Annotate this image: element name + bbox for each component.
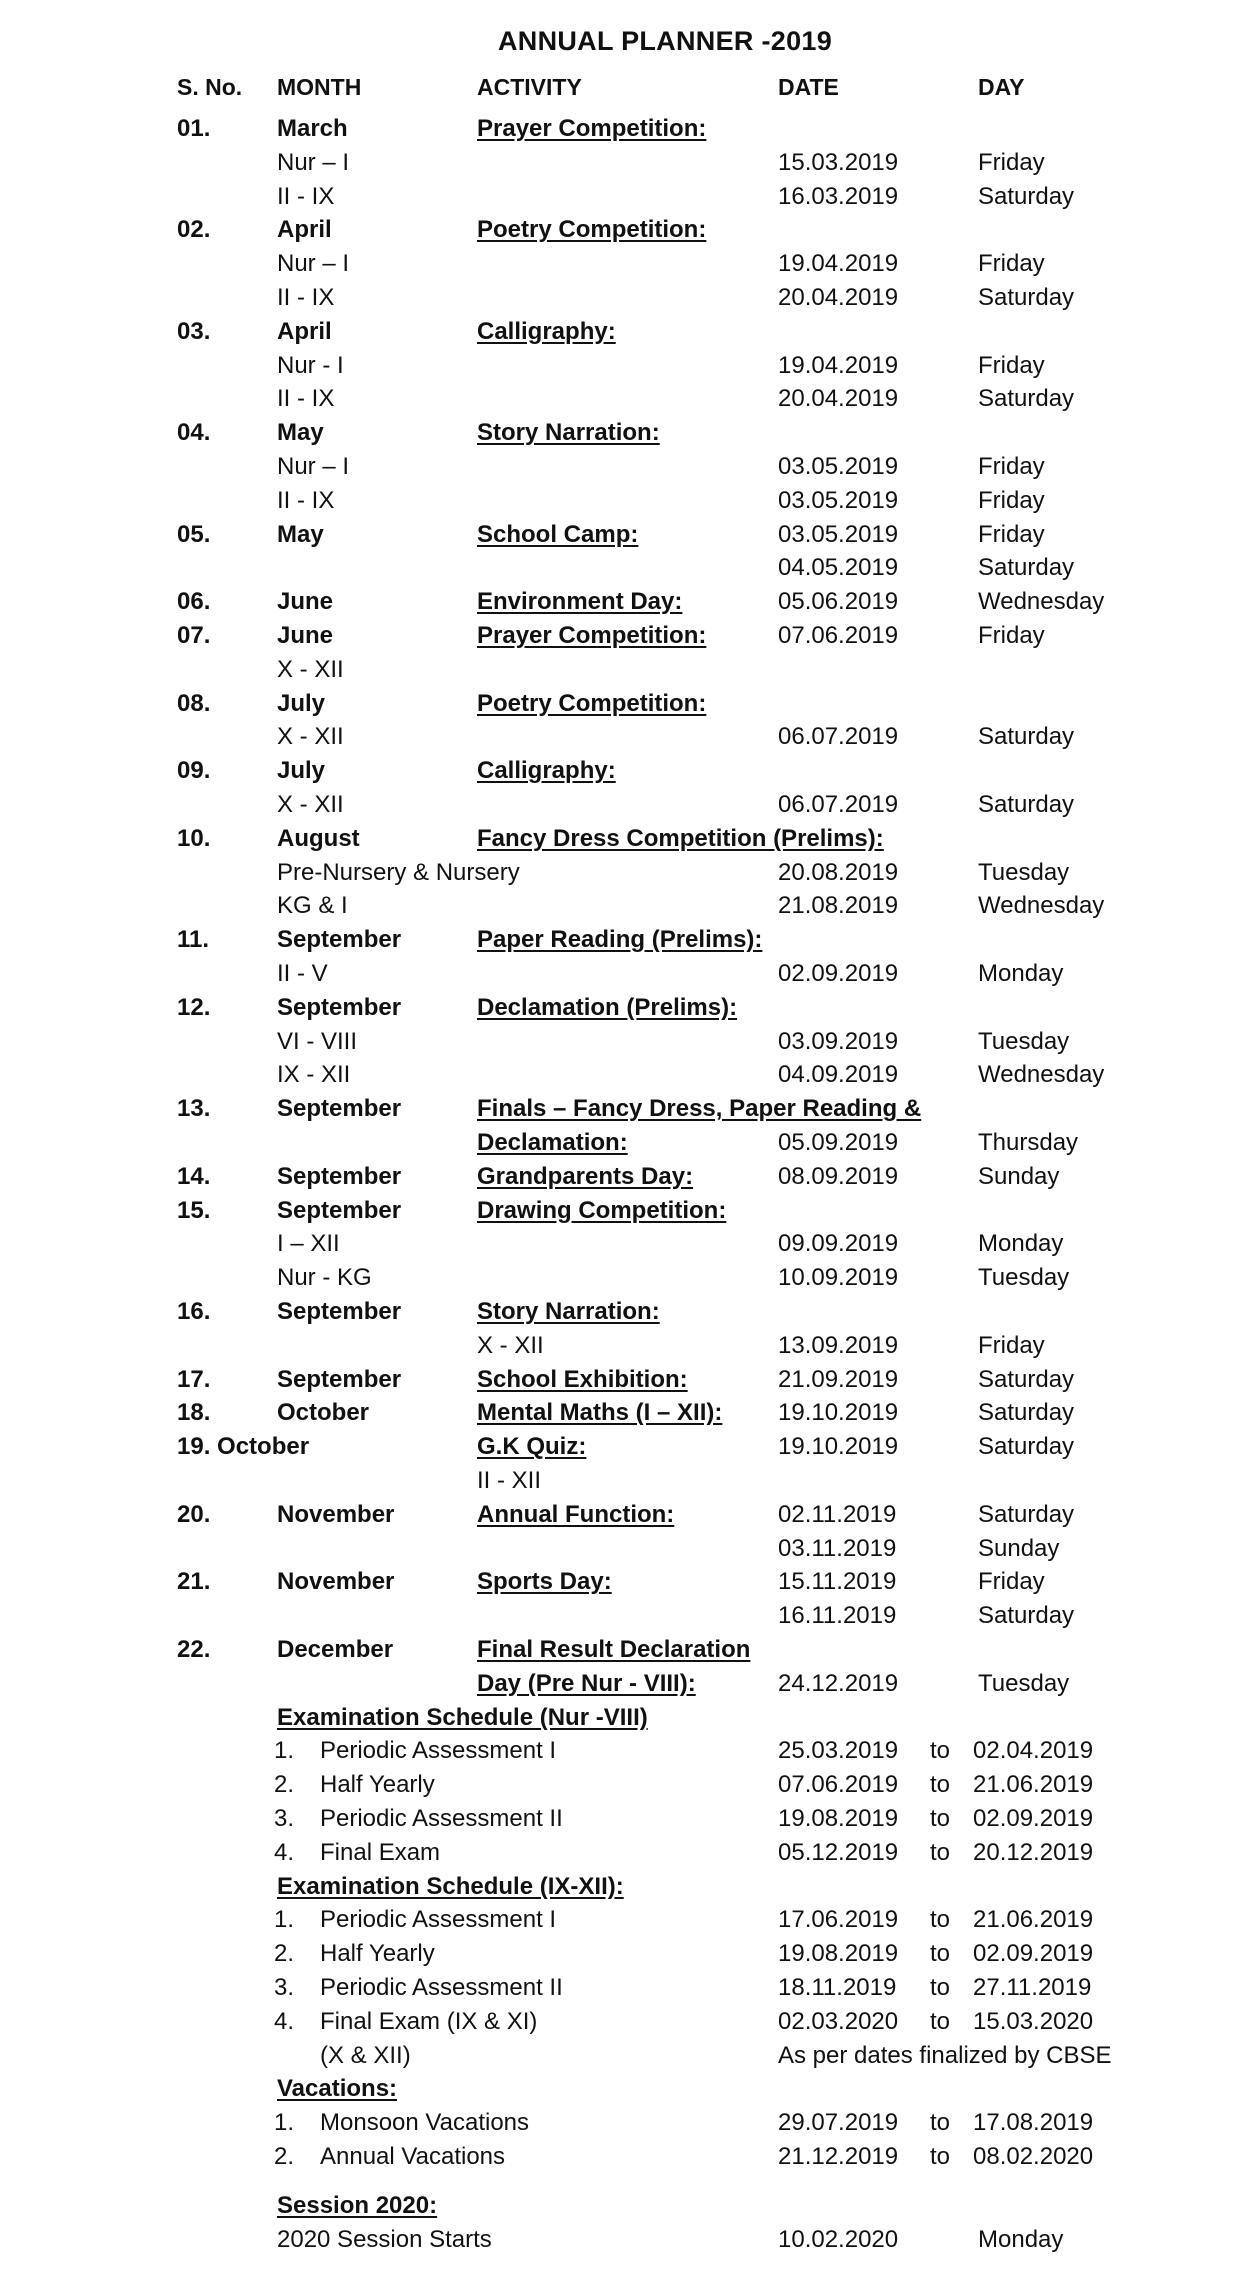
serial-number: 12. — [177, 993, 211, 1021]
date-cell: 16.11.2019 — [778, 1602, 897, 1630]
end-date: 02.09.2019 — [973, 1805, 1094, 1832]
day-cell: Tuesday — [978, 1264, 1070, 1292]
item-name: Periodic Assessment I — [320, 1906, 557, 1934]
to-label: to — [930, 1940, 951, 1968]
planner-row — [0, 1498, 1240, 1532]
date-cell: 19.10.2019 — [778, 1433, 899, 1461]
serial-number: 19. October — [177, 1433, 310, 1461]
date-cell: 09.09.2019 — [778, 1230, 899, 1258]
start-date: 17.06.2019 — [778, 1906, 899, 1934]
item-number: 1. — [273, 1906, 294, 1934]
month-cell: May — [277, 520, 324, 548]
activity-cell: Grandparents Day: — [477, 1162, 694, 1190]
planner-row — [0, 315, 1240, 349]
date-cell: 19.10.2019 — [778, 1399, 899, 1427]
month-cell: September — [277, 1196, 402, 1224]
day-cell: Saturday — [978, 1365, 1075, 1393]
day-cell: Sunday — [978, 1162, 1060, 1190]
planner-row — [0, 1396, 1240, 1430]
activity-cell: Poetry Competition: — [477, 689, 707, 717]
start-date: 19.08.2019 — [778, 1940, 899, 1968]
serial-number: 02. — [177, 216, 211, 244]
month-cell: II - V — [277, 960, 328, 987]
planner-row — [0, 1565, 1240, 1599]
page-title: ANNUAL PLANNER -2019 — [497, 26, 833, 56]
vacations-title — [0, 2072, 1240, 2106]
planner-row — [0, 1667, 1240, 1701]
item-number: 3. — [273, 1974, 294, 2001]
date-cell: 15.11.2019 — [778, 1568, 897, 1596]
activity-cell: Story Narration: — [477, 419, 660, 447]
activity-cell: Prayer Competition: — [477, 115, 707, 142]
month-cell: VI - VIII — [277, 1027, 358, 1055]
serial-number: 18. — [177, 1399, 211, 1427]
planner-row — [0, 1599, 1240, 1633]
header-day: DAY — [978, 74, 1025, 100]
to-label: to — [930, 1838, 951, 1866]
month-cell: August — [277, 824, 360, 852]
activity-cell: Declamation: — [477, 1129, 628, 1156]
planner-row — [0, 1329, 1240, 1363]
month-cell: I – XII — [277, 1230, 340, 1258]
planner-row — [0, 822, 1240, 856]
date-cell: 19.04.2019 — [778, 351, 899, 379]
day-cell: Saturday — [978, 554, 1075, 582]
month-cell: X - XII — [277, 723, 344, 751]
planner-row — [0, 1126, 1240, 1160]
day-cell: Friday — [978, 622, 1045, 649]
month-cell: December — [277, 1636, 394, 1663]
planner-row — [0, 382, 1240, 416]
month-cell: September — [277, 993, 402, 1021]
schedule-row — [0, 1971, 1240, 2005]
session-row — [0, 2223, 1240, 2257]
activity-cell: Prayer Competition: — [477, 622, 707, 649]
date-cell: 20.04.2019 — [778, 284, 899, 311]
day-cell: Friday — [978, 351, 1045, 379]
activity-cell: Day (Pre Nur - VIII): — [477, 1669, 696, 1697]
month-cell: KG & I — [277, 892, 348, 920]
section-title: Session 2020: — [277, 2192, 438, 2219]
start-date: 02.03.2020 — [778, 2007, 899, 2035]
planner-row — [0, 720, 1240, 754]
activity-cell: Annual Function: — [477, 1500, 675, 1528]
serial-number: 14. — [177, 1162, 211, 1190]
month-cell: September — [277, 1162, 402, 1190]
month-cell: June — [277, 622, 334, 649]
serial-number: 07. — [177, 622, 211, 649]
schedule-row — [0, 1836, 1240, 1870]
date-cell: 04.05.2019 — [778, 554, 899, 582]
day-cell: Thursday — [978, 1129, 1079, 1156]
day-cell: Wednesday — [978, 892, 1105, 920]
planner-row — [0, 754, 1240, 788]
item-number: 2. — [273, 1771, 294, 1799]
item-number: 4. — [273, 2007, 294, 2035]
day-cell: Saturday — [978, 1399, 1075, 1427]
day-cell: Friday — [978, 1568, 1045, 1596]
day-cell: Tuesday — [978, 1669, 1070, 1697]
item-name: Annual Vacations — [320, 2143, 506, 2170]
date-cell: 06.07.2019 — [778, 723, 899, 751]
day-cell: Saturday — [978, 182, 1075, 210]
item-name: Periodic Assessment II — [320, 1974, 563, 2001]
day-cell: Saturday — [978, 385, 1075, 413]
date-cell: 19.04.2019 — [778, 250, 899, 278]
month-cell: Pre-Nursery & Nursery — [277, 858, 520, 886]
schedule-row — [0, 2005, 1240, 2039]
day-cell: Monday — [978, 960, 1064, 987]
month-cell: X - XII — [277, 791, 344, 818]
serial-number: 13. — [177, 1095, 211, 1123]
planner-row — [0, 788, 1240, 822]
activity-cell: School Exhibition: — [477, 1365, 688, 1393]
day-cell: Friday — [978, 520, 1045, 548]
item-number: 2. — [273, 2143, 294, 2170]
day-cell: Friday — [978, 250, 1045, 278]
date-cell: 21.08.2019 — [778, 892, 899, 920]
date-cell: 10.09.2019 — [778, 1264, 899, 1292]
planner-row — [0, 889, 1240, 923]
month-cell: July — [277, 757, 326, 785]
date-cell: 03.09.2019 — [778, 1027, 899, 1055]
planner-row — [0, 1194, 1240, 1228]
schedule-row — [0, 1734, 1240, 1768]
day-cell: Saturday — [978, 1433, 1075, 1461]
end-date: 17.08.2019 — [973, 2109, 1094, 2137]
planner-row — [0, 551, 1240, 585]
date-cell: 20.04.2019 — [778, 385, 899, 413]
day-cell: Friday — [978, 486, 1045, 514]
date-cell: 03.05.2019 — [778, 453, 899, 480]
date-cell: 20.08.2019 — [778, 858, 899, 886]
session-title-row — [0, 2189, 1240, 2223]
serial-number: 11. — [177, 926, 210, 954]
month-cell: Nur - I — [277, 351, 344, 379]
session-day: Monday — [978, 2225, 1064, 2253]
planner-row — [0, 856, 1240, 890]
date-cell: 03.05.2019 — [778, 486, 899, 514]
end-date: 20.12.2019 — [973, 1838, 1094, 1866]
month-cell: Nur – I — [277, 250, 350, 278]
header-month: MONTH — [277, 74, 362, 100]
date-cell: 04.09.2019 — [778, 1061, 899, 1089]
activity-class-cell: II - XII — [477, 1467, 542, 1494]
planner-row — [0, 1430, 1240, 1464]
planner-row — [0, 416, 1240, 450]
planner-row — [0, 450, 1240, 484]
end-date: 08.02.2020 — [973, 2143, 1094, 2170]
activity-cell: Paper Reading (Prelims): — [477, 926, 763, 954]
month-cell: May — [277, 419, 324, 447]
day-cell: Saturday — [978, 791, 1075, 818]
end-date: 21.06.2019 — [973, 1771, 1094, 1799]
to-label: to — [930, 2109, 951, 2137]
item-number: 1. — [273, 1737, 294, 1765]
activity-cell: Fancy Dress Competition (Prelims): — [477, 824, 884, 852]
planner-row — [0, 1227, 1240, 1261]
date-cell: 03.11.2019 — [778, 1534, 897, 1562]
start-date: 07.06.2019 — [778, 1771, 899, 1799]
planner-row — [0, 957, 1240, 991]
date-cell: 05.09.2019 — [778, 1129, 899, 1156]
date-cell: 02.09.2019 — [778, 960, 899, 987]
session-label: 2020 Session Starts — [277, 2225, 492, 2253]
activity-class-cell: X - XII — [477, 1331, 544, 1359]
month-cell: IX - XII — [277, 1061, 351, 1089]
cbse-note: As per dates finalized by CBSE — [778, 2041, 1112, 2069]
date-cell: 05.06.2019 — [778, 588, 899, 616]
day-cell: Monday — [978, 1230, 1064, 1258]
day-cell: Wednesday — [978, 588, 1105, 616]
planner-row — [0, 349, 1240, 383]
day-cell: Tuesday — [978, 858, 1070, 886]
planner-row — [0, 687, 1240, 721]
date-cell: 07.06.2019 — [778, 622, 899, 649]
serial-number: 03. — [177, 317, 211, 345]
item-name: (X & XII) — [320, 2041, 411, 2069]
section-title: Vacations: — [277, 2075, 398, 2103]
end-date: 02.04.2019 — [973, 1737, 1094, 1765]
day-cell: Friday — [978, 453, 1045, 480]
item-name: Periodic Assessment II — [320, 1805, 563, 1832]
month-cell: April — [277, 317, 332, 345]
to-label: to — [930, 1737, 951, 1765]
activity-cell: Drawing Competition: — [477, 1196, 727, 1224]
month-cell: September — [277, 1298, 402, 1325]
start-date: 19.08.2019 — [778, 1805, 899, 1832]
month-cell: September — [277, 1365, 402, 1393]
item-number: 3. — [273, 1805, 294, 1832]
planner-row — [0, 1295, 1240, 1329]
activity-cell: Story Narration: — [477, 1298, 660, 1325]
planner-row — [0, 213, 1240, 247]
serial-number: 16. — [177, 1298, 211, 1325]
serial-number: 05. — [177, 520, 211, 548]
month-cell: October — [277, 1399, 370, 1427]
serial-number: 01. — [177, 115, 211, 142]
start-date: 05.12.2019 — [778, 1838, 899, 1866]
item-number: 1. — [273, 2109, 294, 2137]
planner-row — [0, 653, 1240, 687]
to-label: to — [930, 2143, 951, 2170]
planner-row — [0, 991, 1240, 1025]
end-date: 21.06.2019 — [973, 1906, 1094, 1934]
month-cell: June — [277, 588, 334, 616]
item-number: 4. — [273, 1838, 294, 1866]
serial-number: 06. — [177, 588, 211, 616]
to-label: to — [930, 1906, 951, 1934]
day-cell: Saturday — [978, 1602, 1075, 1630]
date-cell: 02.11.2019 — [778, 1500, 897, 1528]
planner-row — [0, 1633, 1240, 1667]
serial-number: 22. — [177, 1636, 211, 1663]
exam-schedule-ix-xii-title — [0, 1870, 1240, 1904]
planner-row — [0, 1160, 1240, 1194]
month-cell: March — [277, 115, 348, 142]
month-cell: September — [277, 1095, 402, 1123]
planner-row — [0, 112, 1240, 146]
end-date: 15.03.2020 — [973, 2007, 1094, 2035]
month-cell: Nur – I — [277, 148, 350, 176]
month-cell: November — [277, 1500, 395, 1528]
month-cell: X - XII — [277, 655, 344, 683]
day-cell: Friday — [978, 1331, 1045, 1359]
schedule-row — [0, 1903, 1240, 1937]
item-name: Final Exam (IX & XI) — [320, 2007, 538, 2035]
serial-number: 08. — [177, 689, 211, 717]
item-name: Half Yearly — [320, 1940, 435, 1968]
month-cell: II - IX — [277, 284, 335, 311]
activity-cell: Calligraphy: — [477, 317, 616, 345]
to-label: to — [930, 1974, 951, 2001]
activity-cell: Poetry Competition: — [477, 216, 707, 244]
to-label: to — [930, 2007, 951, 2035]
to-label: to — [930, 1771, 951, 1799]
session-date: 10.02.2020 — [778, 2225, 899, 2253]
planner-row — [0, 518, 1240, 552]
activity-cell: Calligraphy: — [477, 757, 616, 785]
month-cell: Nur – I — [277, 453, 350, 480]
day-cell: Wednesday — [978, 1061, 1105, 1089]
date-cell: 13.09.2019 — [778, 1331, 899, 1359]
day-cell: Sunday — [978, 1534, 1060, 1562]
schedule-row — [0, 1937, 1240, 1971]
date-cell: 08.09.2019 — [778, 1162, 899, 1190]
planner-row — [0, 146, 1240, 180]
item-name: Final Exam — [320, 1838, 441, 1866]
date-cell: 21.09.2019 — [778, 1365, 899, 1393]
serial-number: 15. — [177, 1196, 211, 1224]
activity-cell: Final Result Declaration — [477, 1636, 751, 1663]
schedule-row — [0, 2140, 1240, 2174]
month-cell: II - IX — [277, 385, 335, 413]
schedule-row — [0, 2106, 1240, 2140]
serial-number: 17. — [177, 1365, 211, 1393]
day-cell: Tuesday — [978, 1027, 1070, 1055]
serial-number: 04. — [177, 419, 211, 447]
planner-row — [0, 1025, 1240, 1059]
item-name: Periodic Assessment I — [320, 1737, 557, 1765]
planner-row — [0, 619, 1240, 653]
day-cell: Saturday — [978, 284, 1075, 311]
planner-row — [0, 923, 1240, 957]
item-number: 2. — [273, 1940, 294, 1968]
serial-number: 10. — [177, 824, 211, 852]
day-cell: Friday — [978, 148, 1045, 176]
end-date: 02.09.2019 — [973, 1940, 1094, 1968]
month-cell: July — [277, 689, 326, 717]
schedule-row — [0, 1768, 1240, 1802]
planner-row — [0, 1261, 1240, 1295]
planner-row — [0, 180, 1240, 214]
activity-cell: Environment Day: — [477, 588, 683, 616]
planner-row — [0, 281, 1240, 315]
day-cell: Saturday — [978, 723, 1075, 751]
activity-cell: Declamation (Prelims): — [477, 993, 738, 1021]
end-date: 27.11.2019 — [973, 1974, 1092, 2001]
serial-number: 09. — [177, 757, 211, 785]
serial-number: 21. — [177, 1568, 211, 1596]
exam-schedule-nur-viii-title — [0, 1701, 1240, 1735]
item-name: Monsoon Vacations — [320, 2109, 530, 2137]
day-cell: Saturday — [978, 1500, 1075, 1528]
month-cell: April — [277, 216, 332, 244]
planner-row — [0, 1464, 1240, 1498]
planner-row — [0, 484, 1240, 518]
start-date: 29.07.2019 — [778, 2109, 899, 2137]
start-date: 18.11.2019 — [778, 1974, 897, 2001]
start-date: 25.03.2019 — [778, 1737, 899, 1765]
month-cell: II - IX — [277, 486, 335, 514]
activity-cell: Sports Day: — [477, 1568, 612, 1596]
date-cell: 03.05.2019 — [778, 520, 899, 548]
planner-row — [0, 1363, 1240, 1397]
planner-row — [0, 585, 1240, 619]
month-cell: September — [277, 926, 402, 954]
month-cell: Nur - KG — [277, 1264, 372, 1292]
section-title: Examination Schedule (IX-XII): — [277, 1872, 624, 1900]
header-sno: S. No. — [177, 74, 243, 100]
planner-row — [0, 1092, 1240, 1126]
date-cell: 24.12.2019 — [778, 1669, 899, 1697]
activity-cell: School Camp: — [477, 520, 639, 548]
activity-cell: Finals – Fancy Dress, Paper Reading & — [477, 1095, 922, 1123]
date-cell: 15.03.2019 — [778, 148, 899, 176]
cbse-note-row — [0, 2039, 1240, 2073]
date-cell: 06.07.2019 — [778, 791, 899, 818]
month-cell: II - IX — [277, 182, 335, 210]
start-date: 21.12.2019 — [778, 2143, 899, 2170]
activity-cell: Mental Maths (I – XII): — [477, 1399, 723, 1427]
header-date: DATE — [778, 74, 839, 100]
schedule-row — [0, 1802, 1240, 1836]
serial-number: 20. — [177, 1500, 211, 1528]
item-name: Half Yearly — [320, 1771, 435, 1799]
month-cell: November — [277, 1568, 395, 1596]
planner-row — [0, 1058, 1240, 1092]
header-activity: ACTIVITY — [477, 74, 582, 100]
to-label: to — [930, 1805, 951, 1832]
planner-row — [0, 247, 1240, 281]
section-title: Examination Schedule (Nur -VIII) — [277, 1703, 648, 1731]
date-cell: 16.03.2019 — [778, 182, 899, 210]
planner-row — [0, 1532, 1240, 1566]
activity-cell: G.K Quiz: — [477, 1433, 587, 1461]
